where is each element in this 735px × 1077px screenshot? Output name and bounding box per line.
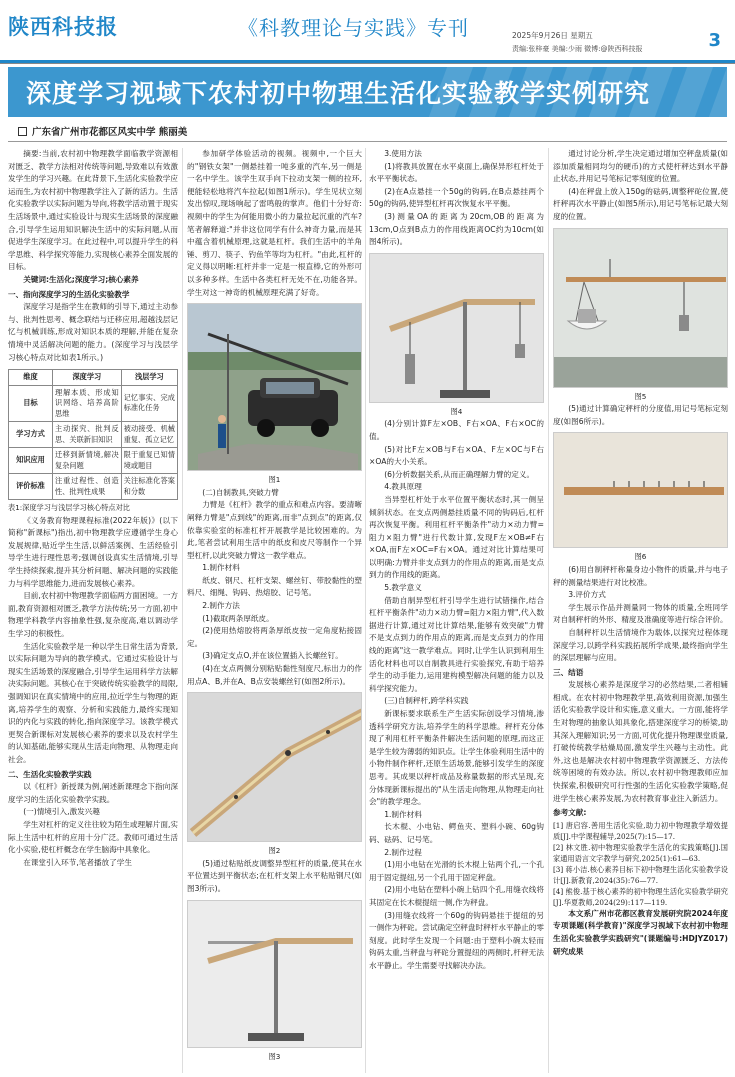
paragraph: (5)通过计算确定秤杆的分度值,用记号笔标定刻度(如图6所示)。 <box>553 404 728 426</box>
paragraph: 发展核心素养是深度学习的必然结果,二者相辅相成。在农村初中物理教学里,高效利用资源,加强生活化实验教学设计和实施,意义重大。一方面,能将学生对物理的抽象认知具象化,搭建深度学习的桥梁,助其深入理解知识;另一方面,可优化提升物理课堂质量,打破传统教学枯燥局面,激发学生兴趣与主动性。此外,这也是解决农村初中物理教学资源匮乏、方法传统等困境的有效办法。所以,农村初中物理教师应加快探索,积极研究可行性强的生活化实验教学策略,促进学生核心素养发展,为农村教育事业注入新活力。 <box>553 680 728 803</box>
paragraph: 生活化实验教学是一种以学生日常生活为背景,以实际问题为导向的教学模式。它通过实验设计与现实生活场景的深度融合,引导学生运用科学方法解决实际问题。其核心在于突破传统实验教学的局限,强调知识在真实情境中的应用,拉近学生与物理的距离,培养学生的观察、分析和实践能力,最终实现知识的内化与实践的转化,指向深度学习。该教学模式更契合新课标对发展核心素养的要求以及农村学生的认知基础,能够实现从生活走向物理、从物理走向社会。 <box>8 641 178 764</box>
paragraph: (5)通过粘贴纸皮调整异型杠杆的质量,使其在水平位置达到平衡状态;在杠杆支架上水平粘贴钢尺(如图3所示)。 <box>187 858 362 893</box>
figure-1-caption: 图1 <box>268 475 281 485</box>
table-header-cell: 浅层学习 <box>121 370 177 386</box>
header-rule <box>0 60 735 63</box>
paragraph: 通过讨论分析,学生决定通过增加空秤盘质量(如添加质量相同均匀的硬币)的方式使杆秤达到水平静止状态,并用记号笔标记零刻度的位置。 <box>553 149 728 184</box>
reference-item: [4] 熊俊.基于核心素养的初中物理生活化实验教学研究[J].华夏教师,2024(29):117—119. <box>553 886 728 907</box>
paragraph: 1.制作材料 <box>202 563 240 573</box>
paragraph: 深度学习是指学生在教师的引导下,通过主动参与、批判性思考、概念联结与迁移应用,超越浅层记忆与机械训练,形成对知识本质的理解,并能在复杂情境中灵活解决问题的能力。(深度学习与浅层学习核心特点对比如表1所示。) <box>8 302 178 362</box>
paragraph: (3)用缝衣线将一个60g的钩码悬挂于提纽的另一侧作为秤砣。尝试确定空秤盘时秤杆水平静止的零刻度。此时学生发现一个问题:由于塑料小碗太轻而钩码太重,当秤盘与秤砣分置提纽的两侧时,杆秤无法水平静止。学生需要寻找解决办法。 <box>369 910 544 970</box>
paragraph: (4)分别计算F左×OB、F右×OA、F右×OC的值。 <box>369 419 544 441</box>
column-4 <box>553 148 728 1073</box>
paragraph: 长木棍、小电钻、鳄鱼夹、塑料小碗、60g钩码、砝码、记号笔。 <box>369 822 544 844</box>
table-cell: 理解本质、形成知识网络、培养高阶思维 <box>53 385 122 422</box>
abstract: 摘要:当前,农村初中物理教学面临教学资源相对匮乏、教学方法相对传统等问题,导致难以有效激发学生的学习兴趣。在此背景下,生活化实验教学应运而生,为农村初中物理教学注入了新的活力。生活化实验教学以实际问题为导向,将教学活动置于现实生活场景中,通过实验设计与现实生活场景的深度融合,引导学生运用知识解决生活中的实际问题,从而促进学生深度学习。在此过程中,可以提升学生的科学思维、科学探究等能力,实现核心素养全面发展的目标。 <box>8 149 178 272</box>
paragraph: 以《杠杆》新授课为例,阐述新课理念下指向深度学习的生活化实验教学实践。 <box>8 782 178 804</box>
table-header-cell: 深度学习 <box>53 370 122 386</box>
reference-item: [3] 蒋小洁.核心素养目标下初中物理生活化实验教学设计[J].新教育,2024(35):76—77. <box>553 864 728 885</box>
paragraph: 1.制作材料 <box>384 809 422 819</box>
paragraph: (1)将教具放置在水平桌面上,确保异形杠杆处于水平平衡状态。 <box>369 161 544 184</box>
figure-6-photo <box>553 432 728 548</box>
table-cell: 注重过程性、创造性、批判性成果 <box>53 474 122 500</box>
paragraph: 2.制作过程 <box>384 847 422 857</box>
issue-date: 2025年9月26日 星期五 <box>512 31 593 40</box>
paragraph: (5)对比F左×OB与F右×OA、F左×OC与F右×OA的大小关系。 <box>369 444 544 467</box>
reference-item: [1] 唐启容.善用生活化实验,助力初中物理教学增效提质[J].中学课程辅导,2025(7):15—17. <box>553 820 728 841</box>
figure-6-caption: 图6 <box>634 552 647 562</box>
paragraph: (1)截取两条厚纸皮。 <box>202 613 274 623</box>
figure-3-caption: 图3 <box>268 1051 281 1061</box>
column-1 <box>8 148 178 1073</box>
table-cell: 被动接受、机械重复、孤立记忆 <box>121 422 177 448</box>
table-row <box>9 474 178 500</box>
figure-4-caption: 图4 <box>450 406 463 416</box>
figure-3-photo <box>187 900 362 1048</box>
paragraph: 目前,农村初中物理教学面临两方面困境。一方面,教育资源相对匮乏,教学方法传统;另一方面,初中物理学科教学内容抽象性强,复杂度高,难以调动学生学习的积极性。 <box>8 591 178 639</box>
paragraph: (二)自制教具,突破力臂 <box>202 487 279 497</box>
reference-item: [2] 林文胜.初中物理实验教学生活化的实践策略[J].国家通用语言文字教学与研究,2025(1):61—63. <box>553 842 728 863</box>
section-heading: 二、生活化实验教学实践 <box>8 769 92 779</box>
section-heading: 一、指向深度学习的生活化实验教学 <box>8 289 130 299</box>
author-name: 广东省广州市花都区风实中学 熊丽美 <box>32 127 188 138</box>
paragraph: 借助自制异型杠杆引导学生进行试错操作,结合杠杆平衡条件"动力×动力臂=阻力×阻力臂",代入数据进行计算,通过对比计算结果,能够有效突破"力臂不是支点到力的作用点的距离,而是支点到力的作用线的距离"这一教学难点。同时,让学生认识到利用生活化材料也可以自制教具进行实验探究,有助于培养学生的动手能力,运用建构模型解决问题的能力以及科学探究能力。 <box>369 595 544 693</box>
author-line <box>18 126 187 140</box>
table-row <box>9 385 178 422</box>
paragraph: (2)使用热熔胶将两条厚纸皮按一定角度粘接固定。 <box>187 626 362 648</box>
paragraph: 力臂是《杠杆》教学的重点和难点内容。要清晰阐释力臂是"点到线"的距离,而非"点到点"的距离,仅依靠实验室的标准杠杆开展教学是比较困难的。为此,笔者尝试利用生活中的纸皮和皮尺等制作一个异型杠杆,以此突破力臂这一教学难点。 <box>187 500 362 560</box>
paragraph: (4)在秤盘上放入150g的砝码,调整秤砣位置,使杆秤再次水平静止(如图5所示),用记号笔标记最大刻度的位置。 <box>553 186 728 221</box>
table-cell: 主动探究、批判反思、关联新旧知识 <box>53 422 122 448</box>
paragraph: (6)分析数据关系,从而正确理解力臂的定义。 <box>384 469 535 479</box>
figure-2-caption: 图2 <box>268 846 281 856</box>
figure-2-photo <box>187 692 362 842</box>
column-2 <box>187 148 362 1073</box>
paragraph: 《义务教育物理课程标准(2022年版)》(以下简称"新课标")指出,初中物理教学应遵循学生身心发展规律,贴近学生生活,以鲜活案例、生活经验引导学生进行理性思考;强调创设真实生活情境,引导学生持续探索,提升其分析问题、解决问题的实践能力与科学思维能力,进而发展核心素养。 <box>8 515 178 588</box>
paragraph: 3.评价方式 <box>568 590 606 600</box>
table-cell: 学习方式 <box>9 422 53 448</box>
paragraph: 5.教学意义 <box>384 583 422 593</box>
paragraph: 3.使用方法 <box>384 149 422 158</box>
comparison-table <box>8 369 178 500</box>
divider <box>8 141 727 142</box>
paragraph: 参加研学体验活动的视频。视频中,一个巨大的"钢铁女架"一侧悬挂着一吨多重的汽车,另一侧是一名中学生。该学生双手向下拉动支架一侧的拉环,便能轻松地将汽车拉起(如图1所示)。学生见状立刻发出惊叹,现场响起了雷鸣般的掌声。他们十分好奇:视频中的学生为何能用微小的力量拉起沉重的汽车?笔者解释道:"并非这位同学有什么神奇力量,而是其中蕴含着机械原理,这就是杠杆。我们生活中的羊角锤、剪刀、筷子、钓鱼竿等均为杠杆。"由此,杠杆的定义得以明晰:杠杆并非一定是一根直棒,它的外形可以多种多样。生活中各类杠杆无处不在,功能各异。学生对这一神奇的机械原理充满了好奇。 <box>187 149 362 297</box>
paragraph: (6)用自制秤杆称量身边小物件的质量,并与电子秤的测量结果进行对比校准。 <box>553 564 728 587</box>
paragraph: 学生对杠杆的定义往往较为陌生或理解片面,实际上生活中杠杆的应用十分广泛。教师可通过生活化小实验,使杠杆概念在学生脑海中具象化。 <box>8 819 178 855</box>
paragraph: (一)情境引入,激发兴趣 <box>23 807 100 817</box>
table-cell: 目标 <box>9 385 53 422</box>
column-3 <box>369 148 544 1073</box>
paragraph: 在课堂引入环节,笔者播放了学生 <box>23 857 132 867</box>
table-cell: 评价标准 <box>9 474 53 500</box>
table-cell: 记忆事实、完成标准化任务 <box>121 385 177 422</box>
section-heading: 参考文献: <box>553 808 587 818</box>
table-cell: 知识应用 <box>9 448 53 474</box>
figure-5-caption: 图5 <box>634 391 647 401</box>
table-header-cell: 维度 <box>9 370 53 386</box>
table-cell: 关注标准化答案和分数 <box>121 474 177 500</box>
paragraph: 学生展示作品并测量同一物体的质量,全班同学对自制秤杆的外形、精度及准确度等进行综合评价。 <box>553 602 728 625</box>
paragraph: (2)在A点悬挂一个50g的钩码,在B点悬挂两个50g的钩码,使异型杠杆再次恢复水平平衡。 <box>369 186 544 209</box>
table-cell: 迁移到新情境,解决复杂问题 <box>53 448 122 474</box>
paragraph: 自制秤杆以生活情境作为载体,以探究过程体现深度学习,以跨学科实践拓展所学成果,最终指向学生的深层理解与应用。 <box>553 627 728 663</box>
table-row <box>9 422 178 448</box>
article-title: 深度学习视域下农村初中物理生活化实验教学实例研究 <box>26 80 651 108</box>
paragraph: 新课标要求联系生产生活实际创设学习情境,渗透科学研究方法,培养学生的科学思维。秤杆充分体现了利用杠杆平衡条件解决生活问题的原理,而这正是学生较为薄弱的知识点。让学生体验利用生活中的小物件制作秤杆,还原生活场景,能够引发学生的深度思考。其成果以秤杆成品及称量数据的形式呈现,充分体现新课标提出的"从生活走向物理,从物理走向社会"的教学理念。 <box>369 709 544 807</box>
paragraph: (三)自制秤杆,跨学科实践 <box>384 696 469 706</box>
paragraph: 当异型杠杆处于水平位置平衡状态时,其一侧呈倾斜状态。在支点两侧悬挂质量不同的钩码后,杠杆再次恢复平衡。利用杠杆平衡条件"动力×动力臂=阻力×阻力臂"进行代数计算,发现F左×OB≠F右×OA,而F左×OC=F右×OA。通过对比计算结果可以明确:力臂并非支点到力的作用点的距离,而是支点到力的作用线的距离。 <box>369 494 544 580</box>
special-issue-title: 《科教理论与实践》专刊 <box>238 16 469 40</box>
table-cell: 限于重复已知情境或题目 <box>121 448 177 474</box>
paragraph: (1)用小电钻在光滑的长木棍上钻两个孔,一个孔用于固定提纽,另一个孔用于固定秤盘。 <box>369 860 544 882</box>
figure-1-photo <box>187 303 362 471</box>
title-banner <box>8 67 727 117</box>
paragraph: 纸皮、钢尺、杠杆支架、螺丝钉、带胶黏性的塑料尺、细绳、钩码、热熔胶、记号笔。 <box>187 575 362 598</box>
table-caption: 表1:深度学习与浅层学习核心特点对比 <box>8 503 130 513</box>
editor-credits: 责编:张梓豪 美编:少雨 微博:@陕西科技报 <box>512 45 643 53</box>
table-row <box>9 448 178 474</box>
page-number: 3 <box>708 30 721 51</box>
square-bullet-icon <box>18 127 27 136</box>
paragraph: 2.制作方法 <box>202 601 240 611</box>
paragraph: (2)用小电钻在塑料小碗上钻四个孔,用缝衣线将其固定在长木棍提纽一侧,作为秤盘。 <box>369 885 544 907</box>
figure-5-photo <box>553 228 728 388</box>
funding-note: 本文系广州市花都区教育发展研究院2024年度专项课题(科学教育)"深度学习视域下农村初中物理生活化实验教学实践研究"(课题编号:HDJYZ017)研究成果 <box>553 908 728 956</box>
newspaper-brand: 陕西科技报 <box>8 14 118 39</box>
paragraph: (3)测量OA的距离为20cm,OB的距离为13cm,O点到B点力的作用线距离OC约为10cm(如图4所示)。 <box>369 211 544 247</box>
figure-4-photo <box>369 253 544 403</box>
paragraph: 4.教具原理 <box>384 482 422 492</box>
section-heading: 三、结语 <box>553 667 584 677</box>
paragraph: (4)在支点两侧分别粘贴黏性刻度尺,标出力的作用点A、B,并在A、B点安装螺丝钉(如图2所示)。 <box>187 664 362 686</box>
paragraph: (3)确定支点O,并在该位置插入长螺丝钉。 <box>202 651 343 661</box>
masthead <box>0 0 735 64</box>
keywords: 关键词:生活化;深度学习;核心素养 <box>23 274 139 284</box>
